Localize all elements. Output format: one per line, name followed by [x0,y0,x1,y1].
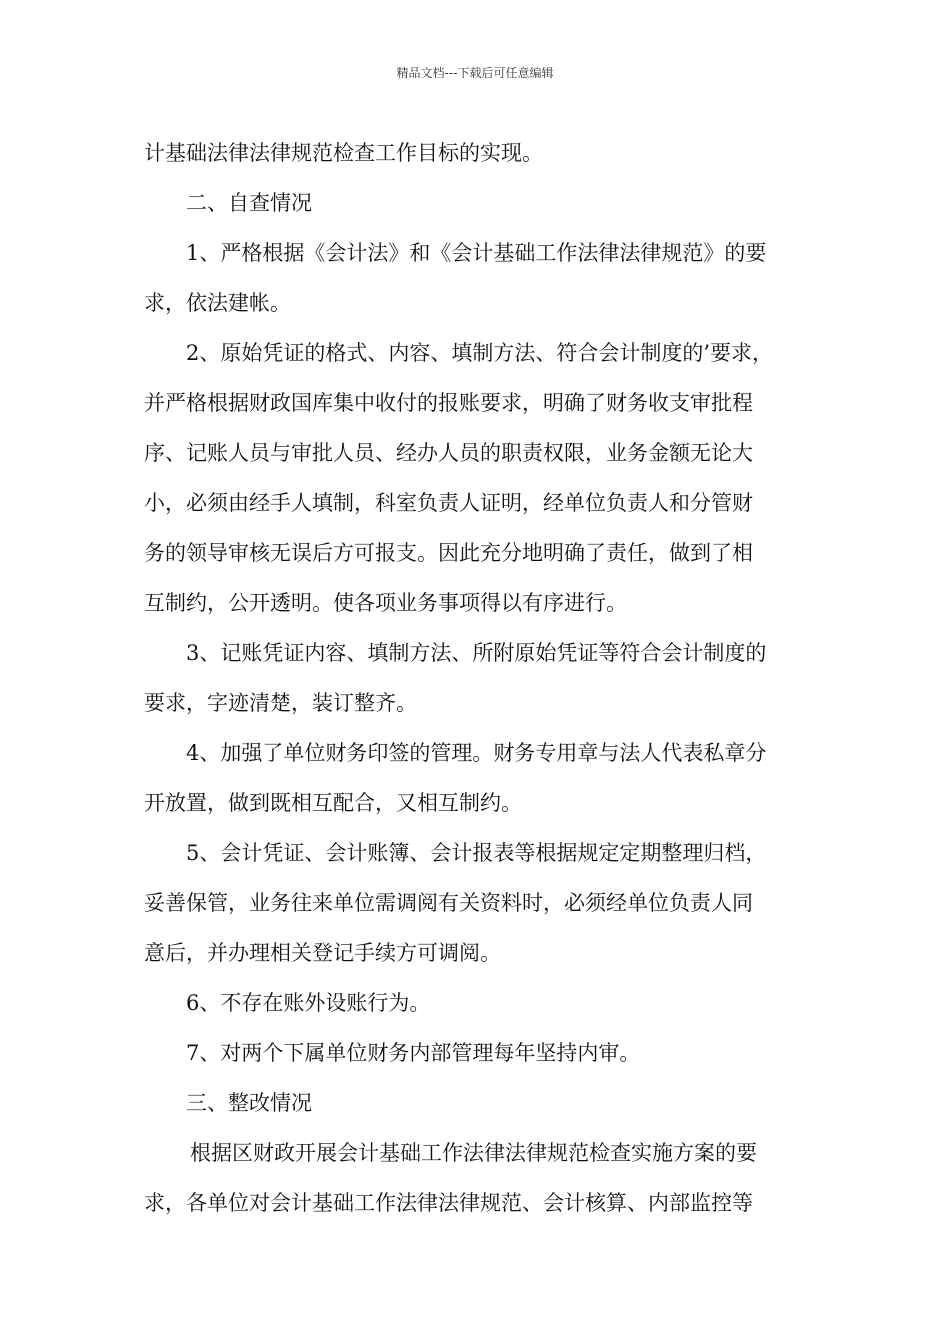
document-body [144,128,809,1228]
text-line: 开放置，做到既相互配合，又相互制约。 [144,791,522,815]
text-line: 序、记账人员与审批人员、经办人员的职责权限，业务金额无论大 [144,441,753,465]
text-line: 计基础法律法律规范检查工作目标的实现。 [144,141,543,165]
text-line: 要求，字迹清楚，装订整齐。 [144,691,417,715]
text-line: 1、严格根据《会计法》和《会计基础工作法律法律规范》的要 [186,241,767,265]
text-line: 意后，并办理相关登记手续方可调阅。 [144,941,501,965]
page-header: 精品文档---下载后可任意编辑 [396,66,554,80]
text-line: 根据区财政开展会计基础工作法律法律规范检查实施方案的要 [190,1141,757,1165]
text-line: 6、不存在账外设账行为。 [186,991,431,1015]
text-line: 7、对两个下属单位财务内部管理每年坚持内审。 [186,1041,641,1065]
text-line: 求，依法建帐。 [144,291,291,315]
text-line: 务的领导审核无误后方可报支。因此充分地明确了责任，做到了相 [144,541,753,565]
text-line: 小，必须由经手人填制，科室负责人证明，经单位负责人和分管财 [144,491,753,515]
text-line: 求，各单位对会计基础工作法律法律规范、会计核算、内部监控等 [144,1191,753,1215]
section-heading-self-check: 二、自查情况 [186,191,312,215]
text-line: 并严格根据财政国库集中收付的报账要求，明确了财务收支审批程 [144,391,753,415]
text-line: 妥善保管，业务往来单位需调阅有关资料时，必须经单位负责人同 [144,891,753,915]
text-line: 互制约，公开透明。使各项业务事项得以有序进行。 [144,591,627,615]
text-line: 2、原始凭证的格式、内容、填制方法、符合会计制度的’要求， [186,341,774,365]
text-line: 4、加强了单位财务印签的管理。财务专用章与法人代表私章分 [186,741,767,765]
text-line: 5、会计凭证、会计账簿、会计报表等根据规定定期整理归档， [186,841,767,865]
text-line: 3、记账凭证内容、填制方法、所附原始凭证等符合会计制度的 [186,641,767,665]
section-heading-rectification: 三、整改情况 [186,1091,312,1115]
